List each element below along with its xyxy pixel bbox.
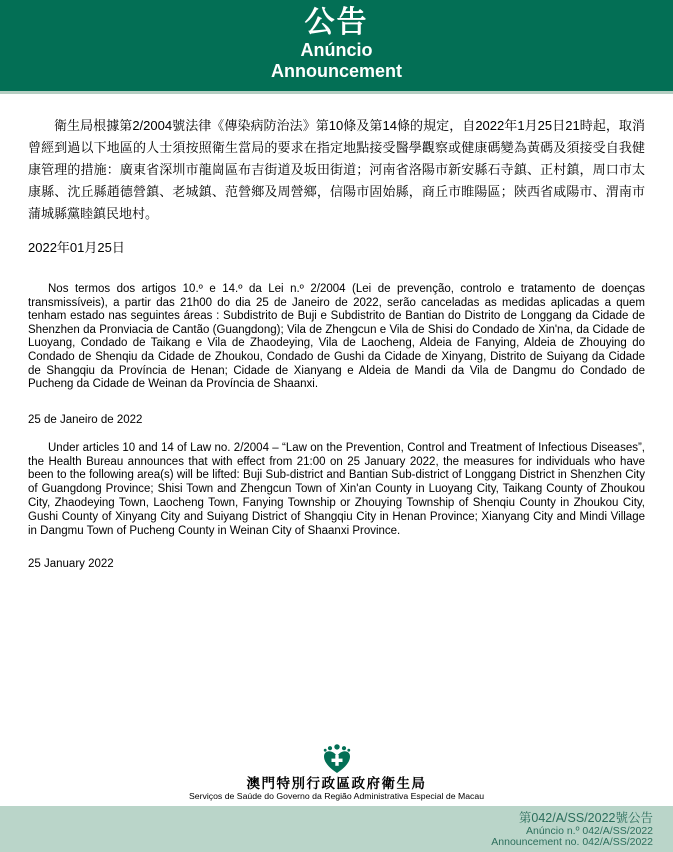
date-chinese: 2022年01月25日	[28, 240, 125, 255]
date-english: 25 January 2022	[28, 558, 114, 571]
title-portuguese: Anúncio	[300, 40, 373, 60]
title-chinese: 公告	[304, 6, 369, 39]
organization-name-portuguese: Serviços de Saúde do Governo da Região Administrativa Especial de Macau	[188, 791, 485, 801]
reference-number-english: Announcement no. 042/A/SS/2022	[491, 836, 653, 848]
paragraph-portuguese: Nos termos dos artigos 10.º e 14.º da Lei n.º 2/2004 (Lei de prevenção, controlo e tratamento de doenças transmissíveis), a partir das 21h00 do dia 25 de Janeiro de 2022, serão canceladas as medidas aplicadas a quem tenham estado nas seguintes áreas : Subdistrito de Buji e Subdistrito de Bantian do Distrito de Longgang da Cidade de Shenzhen da Pronviacia de Cantão (Guangdong); Vila de Zhengcun e Vila de Shisi do Condado de Xin'na, da Cidade de Luoyang, Condado de Taikang e Vila de Zhaodeying, Vila de Laocheng, Aldeia de Fanying, Aldeia de Zhouying do Condado de Shenqiu da Cidade de Zhoukou, Condado de Gushi da Cidade de Xinyang, Distrito de Suiyang da Cidade de Shangqiu da Província de Henan; Cidade de Xianyang e Aldeia de Mandi da Vila de Dangmu do Condado de Pucheng da Cidade de Weinan da Província de Shaanxi.	[28, 283, 645, 391]
date-portuguese: 25 de Janeiro de 2022	[28, 413, 143, 426]
paragraph-chinese: 衛生局根據第2/2004號法律《傳染病防治法》第10條及第14條的規定，自2022年1月25日21時起，取消曾經到過以下地區的人士須按照衛生當局的要求在指定地點接受醫學觀察或健康碼變為黃碼及須接受自我健康管理的措施：廣東省深圳市龍崗區布吉街道及坂田街道；河南省洛陽市新安縣石寺鎮、正村鎮，周口市太康縣、沈丘縣趙德營鎮、老城鎮、范營鄉及周營鄉，信陽市固始縣，商丘市睢陽區；陝西省咸陽市、渭南市蒲城縣黨睦鎮民地村。	[28, 118, 645, 221]
paragraph-english: Under articles 10 and 14 of Law no. 2/2004 – “Law on the Prevention, Control and Treatment of Infectious Diseases”, the Health Bureau announces that with effect from 21:00 on 25 January 2022, the measures for individuals who have been to the following area(s) will be lifted: Buji Sub-district and Bantian Sub-district of Longgang District in Shenzhen City of Guangdong Province; Shisi Town and Zhengcun Town of Xin'an County in Luoyang City, Taikang County of Zhoukou City, Zhaodeying Town, Laocheng Town, Fanying Township or Zhouying Township of Shenqiu County in Zhoukou City, Gushi County of Xinyang City and Suiyang District of Shangqiu City in Henan Province; Xianyang City and Mindi Village in Dangmu Town of Pucheng County in Weinan City of Shaanxi Province.	[28, 441, 645, 537]
reference-number-portuguese: Anúncio n.º 042/A/SS/2022	[525, 824, 653, 837]
reference-number-chinese: 第042/A/SS/2022號公告	[518, 811, 653, 825]
reference-footer-band	[0, 806, 673, 852]
organization-name-chinese: 澳門特別行政區政府衛生局	[246, 776, 427, 791]
health-bureau-logo-block	[0, 744, 673, 802]
document-body	[0, 115, 673, 570]
page-header	[0, 0, 673, 94]
health-bureau-heart-cross-icon	[320, 744, 354, 774]
title-english: Announcement	[270, 61, 402, 81]
